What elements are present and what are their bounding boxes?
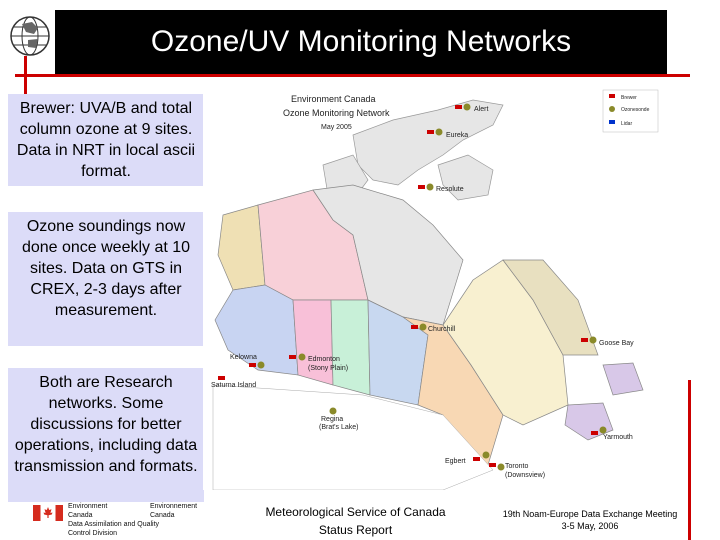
svg-text:Eureka: Eureka	[446, 132, 469, 139]
environment-en-label: Environment	[68, 503, 108, 510]
meeting-info	[490, 508, 690, 532]
svg-text:Churchill: Churchill	[428, 326, 456, 333]
division-label-2: Control Division	[68, 530, 118, 537]
division-label: Data Assimilation and Quality	[68, 521, 160, 528]
svg-text:Lidar: Lidar	[621, 121, 633, 127]
svg-text:Edmonton: Edmonton	[308, 356, 340, 363]
canada-en-label: Canada	[68, 512, 93, 519]
svg-text:Brewer: Brewer	[621, 95, 637, 101]
environment-fr-label: Environnement	[150, 503, 198, 510]
svg-text:Saturna Island: Saturna Island	[211, 382, 257, 389]
ozone-network-map	[203, 85, 665, 490]
globe-logo-icon	[8, 14, 52, 58]
msc-line-1: Meteorological Service of Canada	[265, 505, 446, 519]
canada-flag-icon	[33, 505, 63, 521]
meeting-line-2: 3-5 May, 2006	[561, 521, 619, 531]
svg-text:Regina: Regina	[321, 416, 344, 423]
research-info-box: Both are Research networks. Some discussions for better operations, including data transmission and formats.	[8, 368, 204, 502]
svg-text:Egbert: Egbert	[445, 458, 466, 465]
svg-text:Goose Bay: Goose Bay	[599, 340, 634, 347]
svg-text:Yarmouth: Yarmouth	[603, 434, 633, 441]
meeting-line-1: 19th Noam-Europe Data Exchange Meeting	[502, 509, 678, 519]
map-heading-1: Environment Canada	[291, 94, 376, 104]
svg-text:Toronto: Toronto	[505, 463, 529, 470]
map-heading-2: Ozone Monitoring Network	[283, 108, 390, 118]
svg-text:Ozonesonde: Ozonesonde	[621, 107, 650, 113]
brewer-info-box: Brewer: UVA/B and total column ozone at 9 sites. Data in NRT in local ascii format.	[8, 94, 204, 186]
svg-text:(Stony Plain): (Stony Plain)	[308, 365, 349, 372]
svg-text:(Brat's Lake): (Brat's Lake)	[319, 424, 359, 431]
msc-line-2: Status Report	[318, 523, 393, 537]
left-accent-line	[24, 56, 27, 94]
svg-text:Alert: Alert	[474, 106, 489, 113]
svg-text:Kelowna: Kelowna	[230, 354, 257, 361]
svg-text:(Downsview): (Downsview)	[505, 472, 546, 479]
title-underline	[15, 74, 690, 77]
canada-fr-label: Canada	[150, 512, 175, 519]
map-date: May 2005	[321, 124, 352, 131]
slide-title: Ozone/UV Monitoring Networks	[150, 25, 572, 58]
svg-text:Resolute: Resolute	[436, 186, 464, 193]
msc-status-report	[228, 503, 483, 539]
soundings-info-box: Ozone soundings now done once weekly at 10 sites. Data on GTS in CREX, 2-3 days after measurement.	[8, 212, 204, 346]
